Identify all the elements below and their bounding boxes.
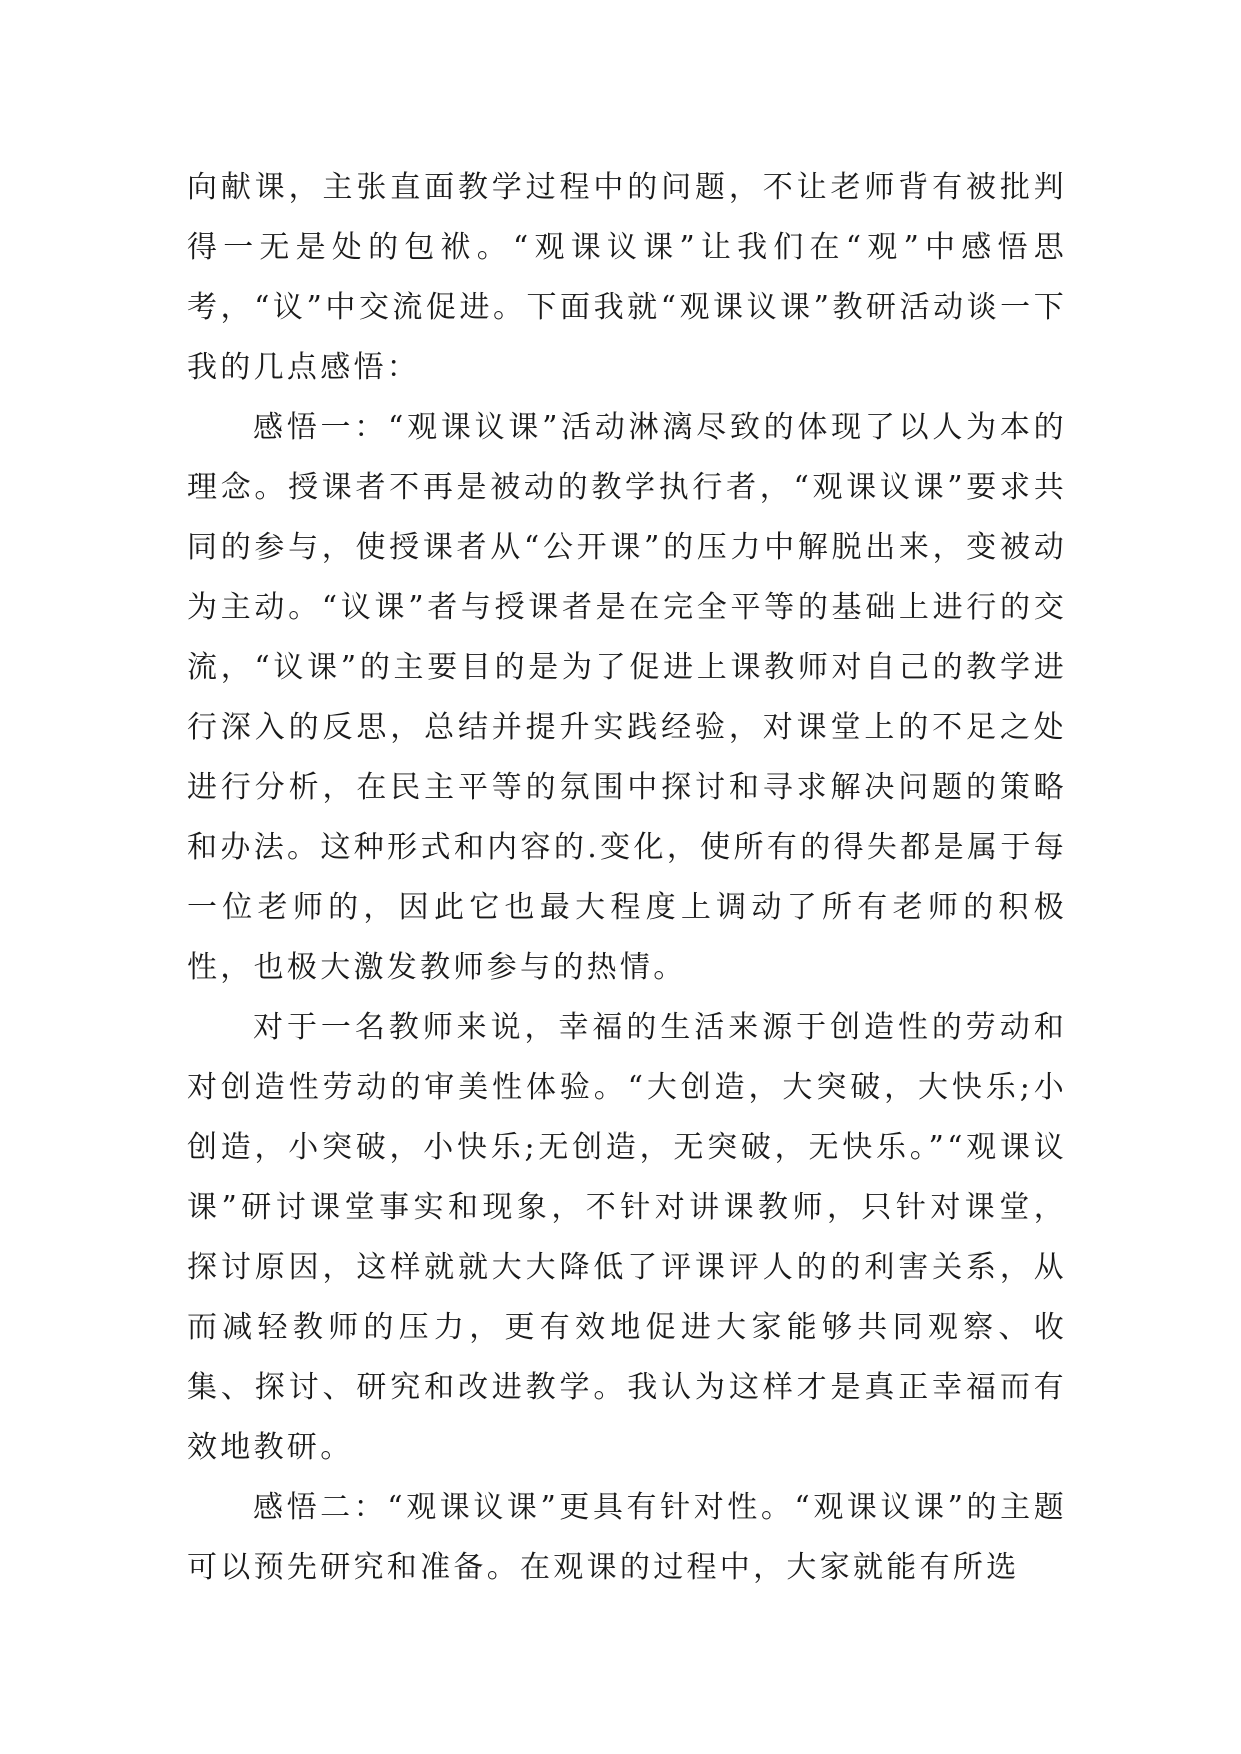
- paragraph-continuation: 向献课，主张直面教学过程中的问题，不让老师背有被批判得一无是处的包袱。“观课议课”让我们在“观”中感悟思考，“议”中交流促进。下面我就“观课议课”教研活动谈一下我的几点感悟：: [187, 170, 1067, 385]
- paragraph-insight-one: 感悟一：“观课议课”活动淋漓尽致的体现了以人为本的理念。授课者不再是被动的教学执行者，“观课议课”要求共同的参与，使授课者从“公开课”的压力中解脱出来，变被动为主动。“议课”者与授课者是在完全平等的基础上进行的交流，“议课”的主要目的是为了促进上课教师对自己的教学进行深入的反思，总结并提升实践经验，对课堂上的不足之处进行分析，在民主平等的氛围中探讨和寻求解决问题的策略和办法。这种形式和内容的.变化，使所有的得失都是属于每一位老师的，因此它也最大程度上调动了所有老师的积极性，也极大激发教师参与的热情。: [187, 410, 1067, 985]
- paragraph-insight-two: 感悟二：“观课议课”更具有针对性。“观课议课”的主题可以预先研究和准备。在观课的过程中，大家就能有所选: [187, 1490, 1067, 1585]
- paragraph-teacher-happiness: 对于一名教师来说，幸福的生活来源于创造性的劳动和对创造性劳动的审美性体验。“大创造，大突破，大快乐;小创造，小突破，小快乐;无创造，无突破，无快乐。”“观课议课”研讨课堂事实和现象，不针对讲课教师，只针对课堂，探讨原因，这样就就大大降低了评课评人的的利害关系，从而减轻教师的压力，更有效地促进大家能够共同观察、收集、探讨、研究和改进教学。我认为这样才是真正幸福而有效地教研。: [187, 1010, 1067, 1465]
- document-body: [187, 158, 1067, 1598]
